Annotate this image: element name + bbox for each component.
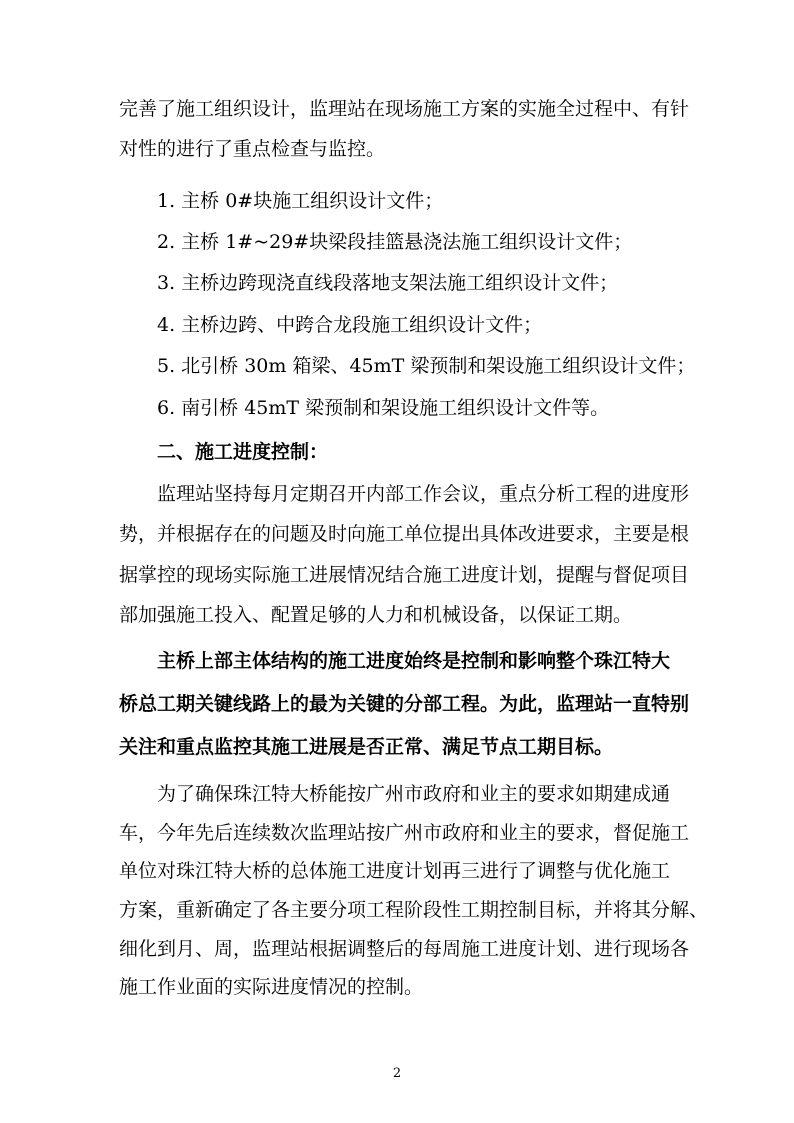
paragraph-line: 单位对珠江特大桥的总体施工进度计划再三进行了调整与优化施工: [119, 860, 671, 882]
paragraph-line: 车，今年先后连续数次监理站按广州市政府和业主的要求，督促施工: [119, 822, 690, 844]
list-item: 6. 南引桥 45mT 梁预制和架设施工组织设计文件等。: [157, 397, 610, 419]
paragraph-line: 为了确保珠江特大桥能按广州市政府和业主的要求如期建成通: [157, 783, 671, 805]
paragraph-line: 施工作业面的实际进度情况的控制。: [119, 976, 424, 998]
paragraph-line: 方案，重新确定了各主要分项工程阶段性工期控制目标，并将其分解、: [119, 899, 709, 921]
emphasis-line: 主桥上部主体结构的施工进度始终是控制和影响整个珠江特大: [157, 650, 671, 672]
paragraph-line: 细化到月、周，监理站根据调整后的每周施工进度计划、进行现场各: [119, 938, 690, 960]
paragraph-line: 势，并根据存在的问题及时向施工单位提出具体改进要求，主要是根: [119, 523, 690, 545]
list-item: 3. 主桥边跨现浇直线段落地支架法施工组织设计文件；: [157, 272, 619, 294]
page-number: 2: [392, 1066, 402, 1081]
paragraph-line: 完善了施工组织设计，监理站在现场施工方案的实施全过程中、有针: [119, 98, 690, 120]
list-item: 4. 主桥边跨、中跨合龙段施工组织设计文件；: [157, 314, 543, 336]
paragraph-line: 监理站坚持每月定期召开内部工作会议，重点分析工程的进度形: [157, 483, 690, 505]
paragraph-line: 据掌控的现场实际施工进展情况结合施工进度计划，提醒与督促项目: [119, 564, 690, 586]
emphasis-line: 桥总工期关键线路上的最为关键的分部工程。为此，监理站一直特别: [119, 693, 690, 715]
list-item: 1. 主桥 0#块施工组织设计文件；: [157, 190, 444, 212]
paragraph-line: 部加强施工投入、配置足够的人力和机械设备，以保证工期。: [119, 604, 633, 626]
emphasis-line: 关注和重点监控其施工进展是否正常、满足节点工期目标。: [119, 736, 614, 758]
paragraph-line: 对性的进行了重点检查与监控。: [119, 138, 386, 160]
section-heading: 二、施工进度控制：: [157, 441, 329, 463]
list-item: 2. 主桥 1#~29#块梁段挂篮悬浇法施工组织设计文件；: [157, 231, 633, 253]
list-item: 5. 北引桥 30m 箱梁、45mT 梁预制和架设施工组织设计文件；: [157, 355, 696, 377]
